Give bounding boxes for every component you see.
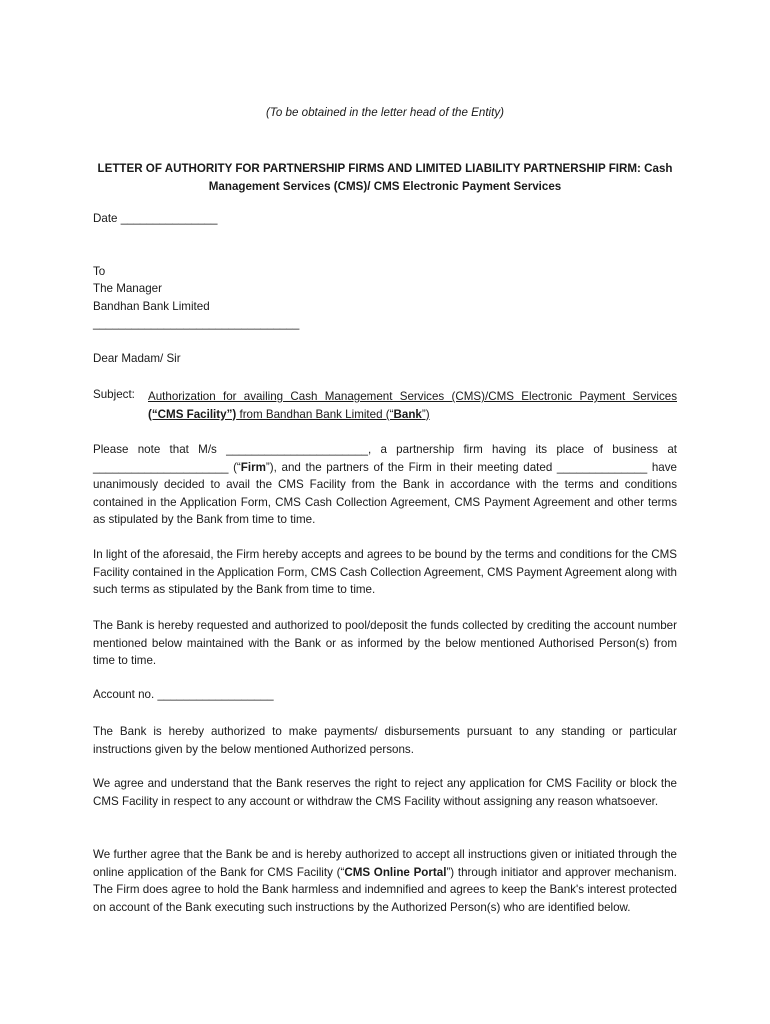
paragraph-firm-details	[93, 441, 677, 529]
address-bank: Bandhan Bank Limited	[93, 300, 210, 313]
subject-text	[148, 388, 677, 423]
subject-bank: Bank	[393, 407, 422, 421]
paragraph-firm-part1: Please note that M/s ______________________, a partnership firm having its place of business at _____________________ (“	[93, 443, 677, 474]
subject-text-2: from Bandhan Bank Limited (“	[236, 407, 394, 421]
address-blank: ________________________________	[93, 317, 300, 330]
paragraph-acceptance: In light of the aforesaid, the Firm hereby accepts and agrees to be bound by the terms and conditions for the CMS Facility contained in the Application Form, CMS Cash Collection Agreement, CMS Payment Agreement along with such terms as stipulated by the Bank from time to time.	[93, 548, 677, 597]
paragraph-rights: We agree and understand that the Bank reserves the right to reject any application for CMS Facility or block the CMS Facility in respect to any account or withdraw the CMS Facility without assigning any reason whatsoever.	[93, 777, 677, 808]
address-manager: The Manager	[93, 282, 162, 295]
paragraph-portal-part2: ”) through initiator and approver mechanism. The Firm does agree to hold the Bank harmless and indemnified and agrees to keep the Bank's interest protected on account of the Bank executing such instructions by the Authorized Person(s) who are identified below.	[93, 865, 677, 914]
paragraph-online-portal	[93, 846, 677, 916]
paragraph-payments: The Bank is hereby authorized to make payments/ disbursements pursuant to any standing or particular instructions given by the below mentioned Authorized persons.	[93, 725, 677, 756]
letterhead-note: (To be obtained in the letter head of the Entity)	[265, 106, 505, 119]
letter-title: LETTER OF AUTHORITY FOR PARTNERSHIP FIRMS AND LIMITED LIABILITY PARTNERSHIP FIRM: Cash Management Services (CMS)/ CMS Electronic Payment Services	[97, 162, 673, 193]
subject-label: Subject:	[93, 388, 135, 401]
paragraph-portal-bold: CMS Online Portal	[344, 865, 447, 879]
subject-text-3: ”)	[421, 407, 430, 421]
address-to: To	[93, 265, 106, 278]
paragraph-firm-bold: Firm	[240, 460, 266, 474]
paragraph-firm-part2: ”), and the partners of the Firm in their meeting dated ______________ have unanimously decided to avail the CMS Facility from the Bank in accordance with the terms and conditions contained in the Application Form, CMS Cash Collection Agreement, CMS Payment Agreement and other terms as stipulated by the Bank from time to time.	[93, 460, 677, 527]
date-line: Date _______________	[93, 212, 218, 225]
subject-cms-facility: (“CMS Facility”)	[148, 407, 237, 421]
subject-text-1: Authorization for availing Cash Management Services (CMS)/CMS Electronic Payment Services	[148, 390, 677, 403]
account-line: Account no. __________________	[93, 688, 274, 701]
paragraph-pooling: The Bank is hereby requested and authorized to pool/deposit the funds collected by crediting the account number mentioned below maintained with the Bank or as informed by the below mentioned Authorised Person(s) from time to time.	[93, 619, 677, 668]
salutation: Dear Madam/ Sir	[93, 352, 181, 365]
paragraph-portal-part1: We further agree that the Bank be and is hereby authorized to accept all instructions given or initiated through the online application of the Bank for CMS Facility (“	[93, 848, 677, 879]
